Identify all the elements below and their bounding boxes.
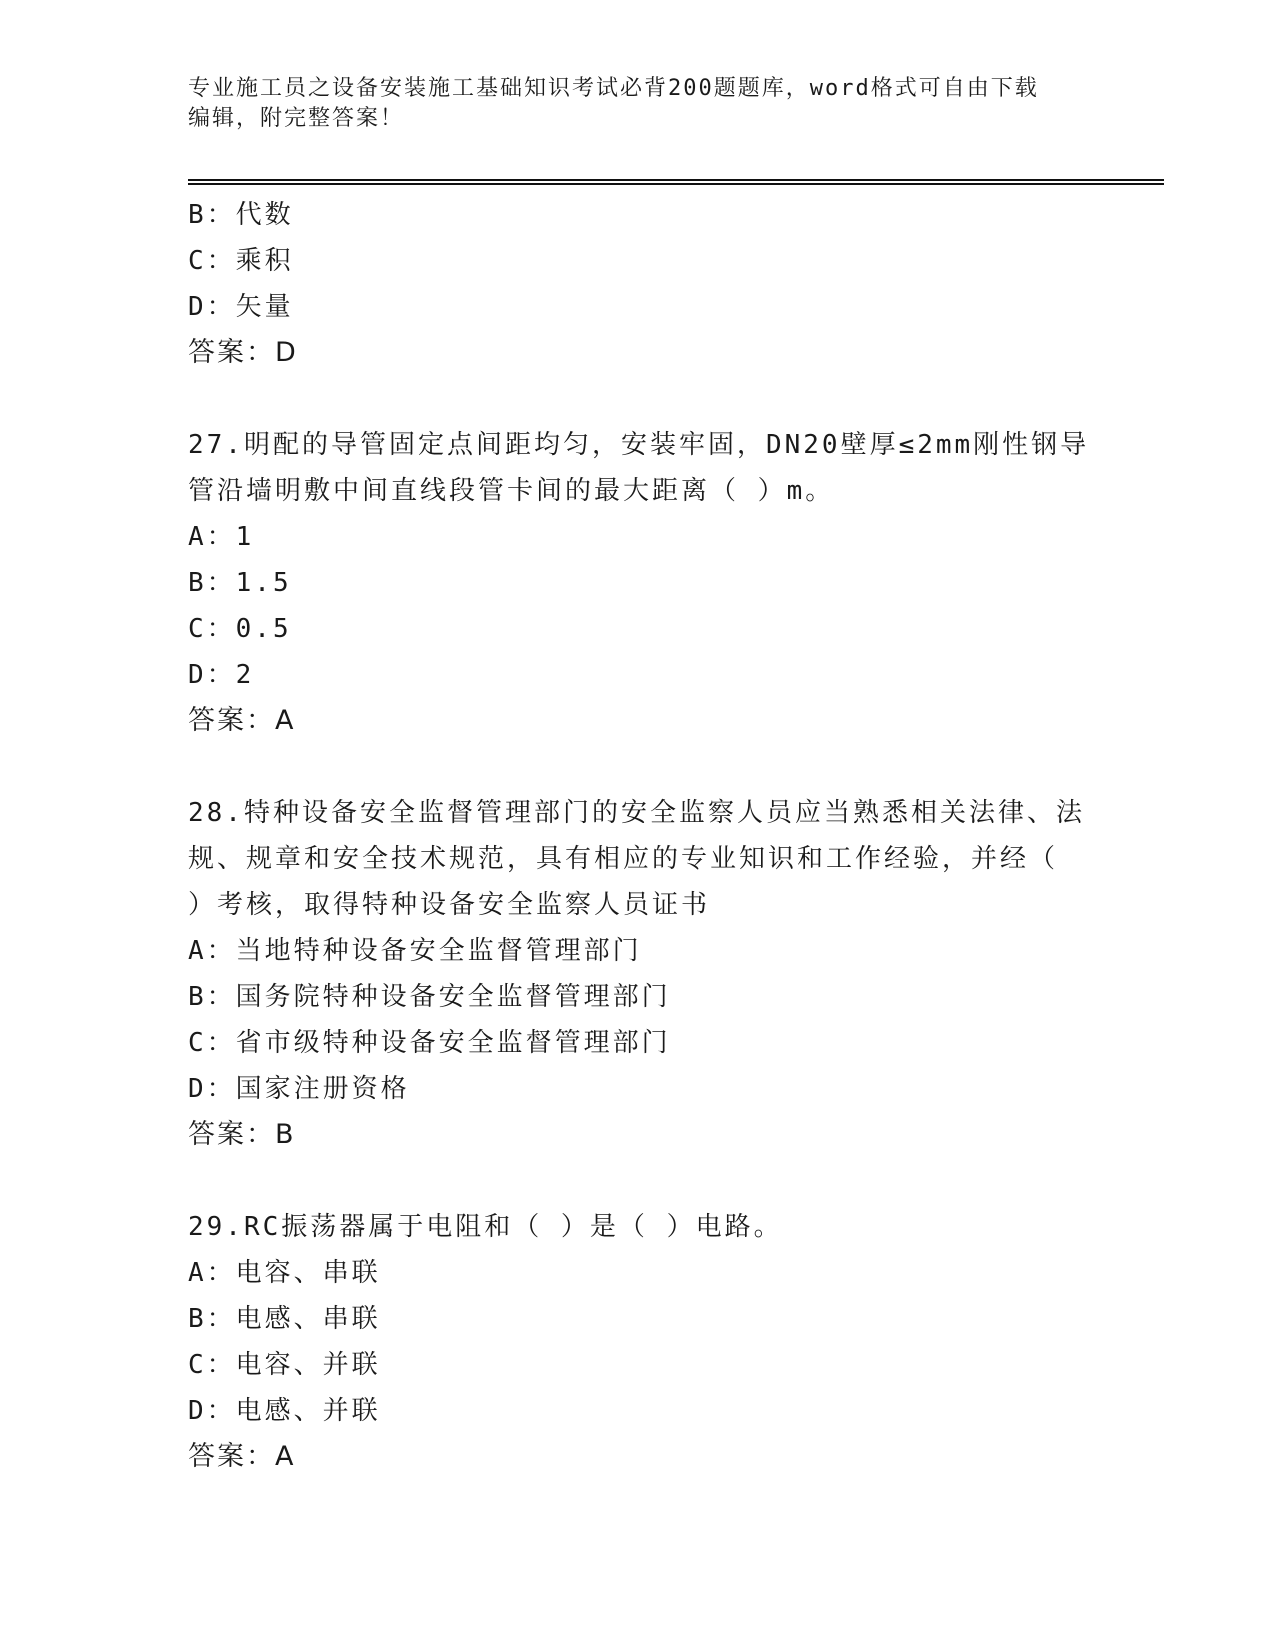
option-a: A：当地特种设备安全监督管理部门 [188,936,642,966]
question-27-text-line-2: 管沿墙明敷中间直线段管卡间的最大距离（ ）m。 [188,476,835,506]
question-27-text-line-1: 27.明配的导管固定点间距均匀，安装牢固，DN20壁厚≤2mm刚性钢导 [188,430,1090,460]
option-b: B：1.5 [188,568,292,598]
header-title-line-1: 专业施工员之设备安装施工基础知识考试必背200题题库，word格式可自由下载 [188,76,1039,101]
question-list [188,192,1088,1480]
answer: 答案：A [188,705,296,736]
header-divider-top [188,179,1164,181]
option-c: C：省市级特种设备安全监督管理部门 [188,1028,671,1058]
option-d: D：矢量 [188,292,294,322]
answer: 答案：A [188,1441,296,1472]
option-c: C：乘积 [188,246,294,276]
answer: 答案：D [188,337,298,368]
question-29-text-line-1: 29.RC振荡器属于电阻和（ ）是（ ）电路。 [188,1212,783,1242]
option-a: A：电容、串联 [188,1258,381,1288]
question-prev [188,192,1088,376]
header-title-line-2: 编辑，附完整答案！ [188,106,405,131]
option-d: D：2 [188,660,255,690]
option-a: A：1 [188,522,255,552]
option-b: B：代数 [188,200,294,230]
question-28-text-line-3: ）考核，取得特种设备安全监察人员证书 [188,890,711,920]
option-c: C：0.5 [188,614,292,644]
option-b: B：国务院特种设备安全监督管理部门 [188,982,671,1012]
option-c: C：电容、并联 [188,1350,381,1380]
option-d: D：电感、并联 [188,1396,381,1426]
question-28-text-line-2: 规、规章和安全技术规范，具有相应的专业知识和工作经验，并经（ [188,844,1059,874]
option-d: D：国家注册资格 [188,1074,410,1104]
header-divider-bottom [188,183,1164,185]
answer: 答案：B [188,1119,296,1150]
question-27 [188,422,1088,744]
question-29 [188,1204,1088,1480]
question-28-text-line-1: 28.特种设备安全监督管理部门的安全监察人员应当熟悉相关法律、法 [188,798,1085,828]
document-header [188,74,1088,134]
option-b: B：电感、串联 [188,1304,381,1334]
question-28 [188,790,1088,1158]
